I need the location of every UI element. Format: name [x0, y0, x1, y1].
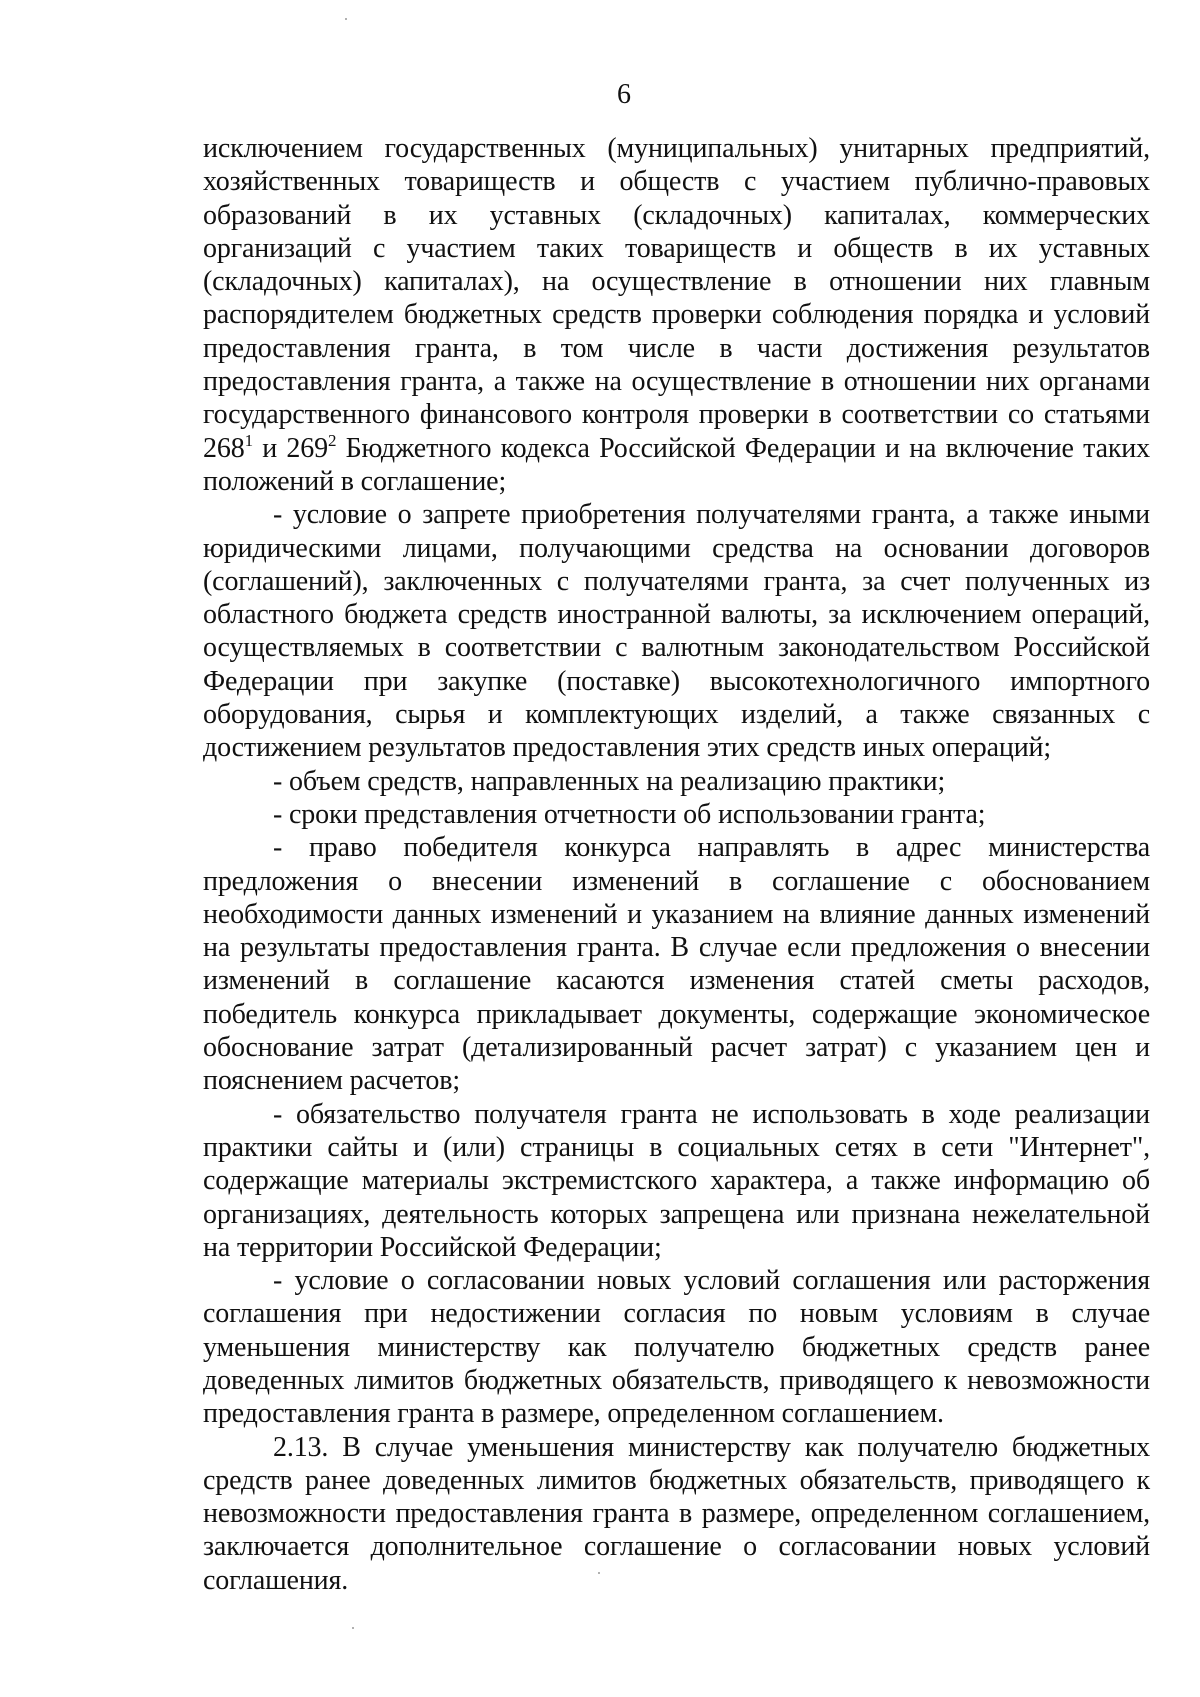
superscript-1: 1 — [244, 430, 253, 450]
superscript-2: 2 — [327, 430, 337, 450]
paragraph-funds-volume: - объем средств, направленных на реализацию практики; — [273, 765, 946, 797]
paragraph-continuation — [203, 132, 1150, 498]
paragraph-text-middle: и 269 — [252, 432, 328, 464]
paragraph-internet-obligation: - обязательство получателя гранта не использовать в ходе реализации практики сайты и (или) страницы в социальных сетях в сети "Интернет", содержащие материалы экстремистского характера, а также информацию об организациях, деятельность которых запрещена или признана нежелательной на территории Российской Федерации; — [203, 1098, 1150, 1263]
paragraph-text: исключением государственных (муниципальных) унитарных предприятий, хозяйственных товариществ и обществ с участием публично-правовых образований в их уставных (складочных) капиталах, коммерческих организаций с участием таких товариществ и обществ в их уставных (складочных) капиталах), на осуществление в отношении них главным распорядителем бюджетных средств проверки соблюдения порядка и условий предоставления гранта, в том числе в части достижения результатов предоставления гранта, а также на осуществление в отношении них органами государственного финансового контроля проверки в соответствии со статьями 268 — [203, 133, 1150, 464]
paragraph-text-end: Бюджетного кодекса Российской Федерации и на включение таких положений в соглашение; — [203, 432, 1150, 497]
scan-speck — [598, 1572, 600, 1574]
scan-speck — [352, 1627, 354, 1629]
paragraph-2-13: 2.13. В случае уменьшения министерству как получателю бюджетных средств ранее доведенных лимитов бюджетных обязательств, приводящего к невозможности предоставления гранта в размере, определенном соглашением, заключается дополнительное соглашение о согласовании новых условий соглашения. — [203, 1431, 1150, 1596]
document-body — [203, 132, 1150, 1597]
paragraph-currency-restriction: - условие о запрете приобретения получателями гранта, а также иными юридическими лицами, получающими средства на основании договоров (соглашений), заключенных с получателями гранта, за счет полученных из областного бюджета средств иностранной валюты, за исключением операций, осуществляемых в соответствии с валютным законодательством Российской Федерации при закупке (поставке) высокотехнологичного импортного оборудования, сырья и комплектующих изделий, а также связанных с достижением результатов предоставления этих средств иных операций; — [203, 499, 1150, 764]
scan-speck — [345, 18, 347, 20]
paragraph-reporting-deadlines: - сроки представления отчетности об использовании гранта; — [273, 798, 986, 830]
page-number: 6 — [617, 79, 631, 110]
paragraph-new-conditions: - условие о согласовании новых условий соглашения или расторжения соглашения при недостижении согласия по новым условиям в случае уменьшения министерству как получателю бюджетных средств ранее доведенных лимитов бюджетных обязательств, приводящего к невозможности предоставления гранта в размере, определенном соглашением. — [203, 1265, 1150, 1430]
paragraph-amendment-right: - право победителя конкурса направлять в адрес министерства предложения о внесении изменений в соглашение с обоснованием необходимости данных изменений и указанием на влияние данных изменений на результаты предоставления гранта. В случае если предложения о внесении изменений в соглашение касаются изменения статей сметы расходов, победитель конкурса прикладывает документы, содержащие экономическое обоснование затрат (детализированный расчет затрат) с указанием цен и пояснением расчетов; — [203, 832, 1150, 1097]
